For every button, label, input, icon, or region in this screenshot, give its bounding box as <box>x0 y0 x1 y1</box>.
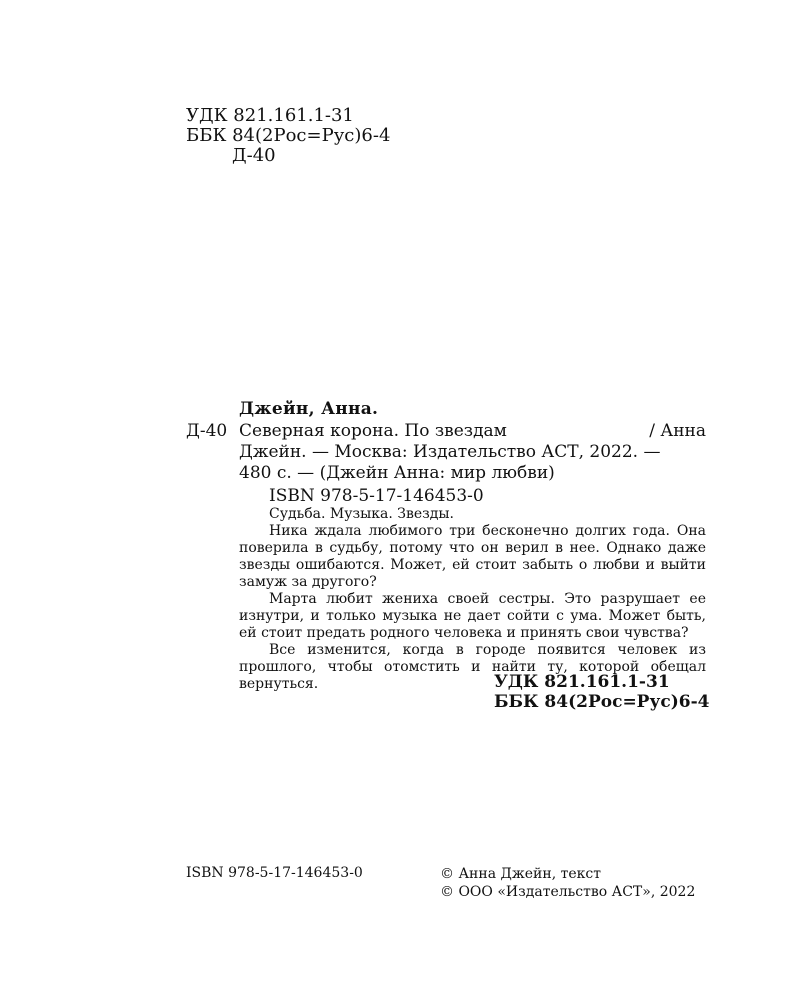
bib-responsibility: / Анна <box>649 421 706 441</box>
annotation-paragraph: Ника ждала любимого три бесконечно долгих года. Она поверила в судьбу, потому что он верил в нее. Однако даже звезды ошибаются. Может, ей стоит забыть о любви и выйти замуж за другого? <box>239 523 706 590</box>
header-codes <box>186 106 390 166</box>
entry-code: Д-40 <box>186 421 228 441</box>
footer-isbn: ISBN 978-5-17-146453-0 <box>186 865 363 881</box>
annotation <box>239 506 706 693</box>
footer-copyright <box>440 865 695 901</box>
bib-line-2: Джейн. — Москва: Издательство АСТ, 2022. — <box>239 442 661 462</box>
header-author-code: Д-40 <box>232 145 276 166</box>
annotation-paragraph: Судьба. Музыка. Звезды. <box>269 506 454 522</box>
bib-line-3: 480 с. — (Джейн Анна: мир любви) <box>239 463 555 483</box>
annotation-paragraph: Все изменится, когда в городе появится человек из прошлого, чтобы отомстить и найти ту, которой обещал вернуться. <box>239 642 706 692</box>
bib-title: Северная корона. По звездам <box>239 421 507 441</box>
entry-isbn: ISBN 978-5-17-146453-0 <box>269 486 484 506</box>
classification-bbk: ББК 84(2Рос=Рус)6-4 <box>494 692 710 712</box>
annotation-paragraph: Марта любит жениха своей сестры. Это разрушает ее изнутри, и только музыка не дает сойти с ума. Может быть, ей стоит предать родного человека и принять свои чувства? <box>239 591 706 641</box>
header-bbk: ББК 84(2Рос=Рус)6-4 <box>186 125 391 146</box>
classification-udk: УДК 821.161.1-31 <box>494 672 670 692</box>
bibliographic-description <box>239 421 706 484</box>
bib-line-1 <box>239 421 706 442</box>
copyright-publisher: © ООО «Издательство АСТ», 2022 <box>440 884 696 900</box>
classification-codes <box>494 672 709 712</box>
header-udk: УДК 821.161.1-31 <box>186 105 354 126</box>
copyright-author: © Анна Джейн, текст <box>440 866 601 882</box>
entry-author: Джейн, Анна. <box>239 399 379 419</box>
